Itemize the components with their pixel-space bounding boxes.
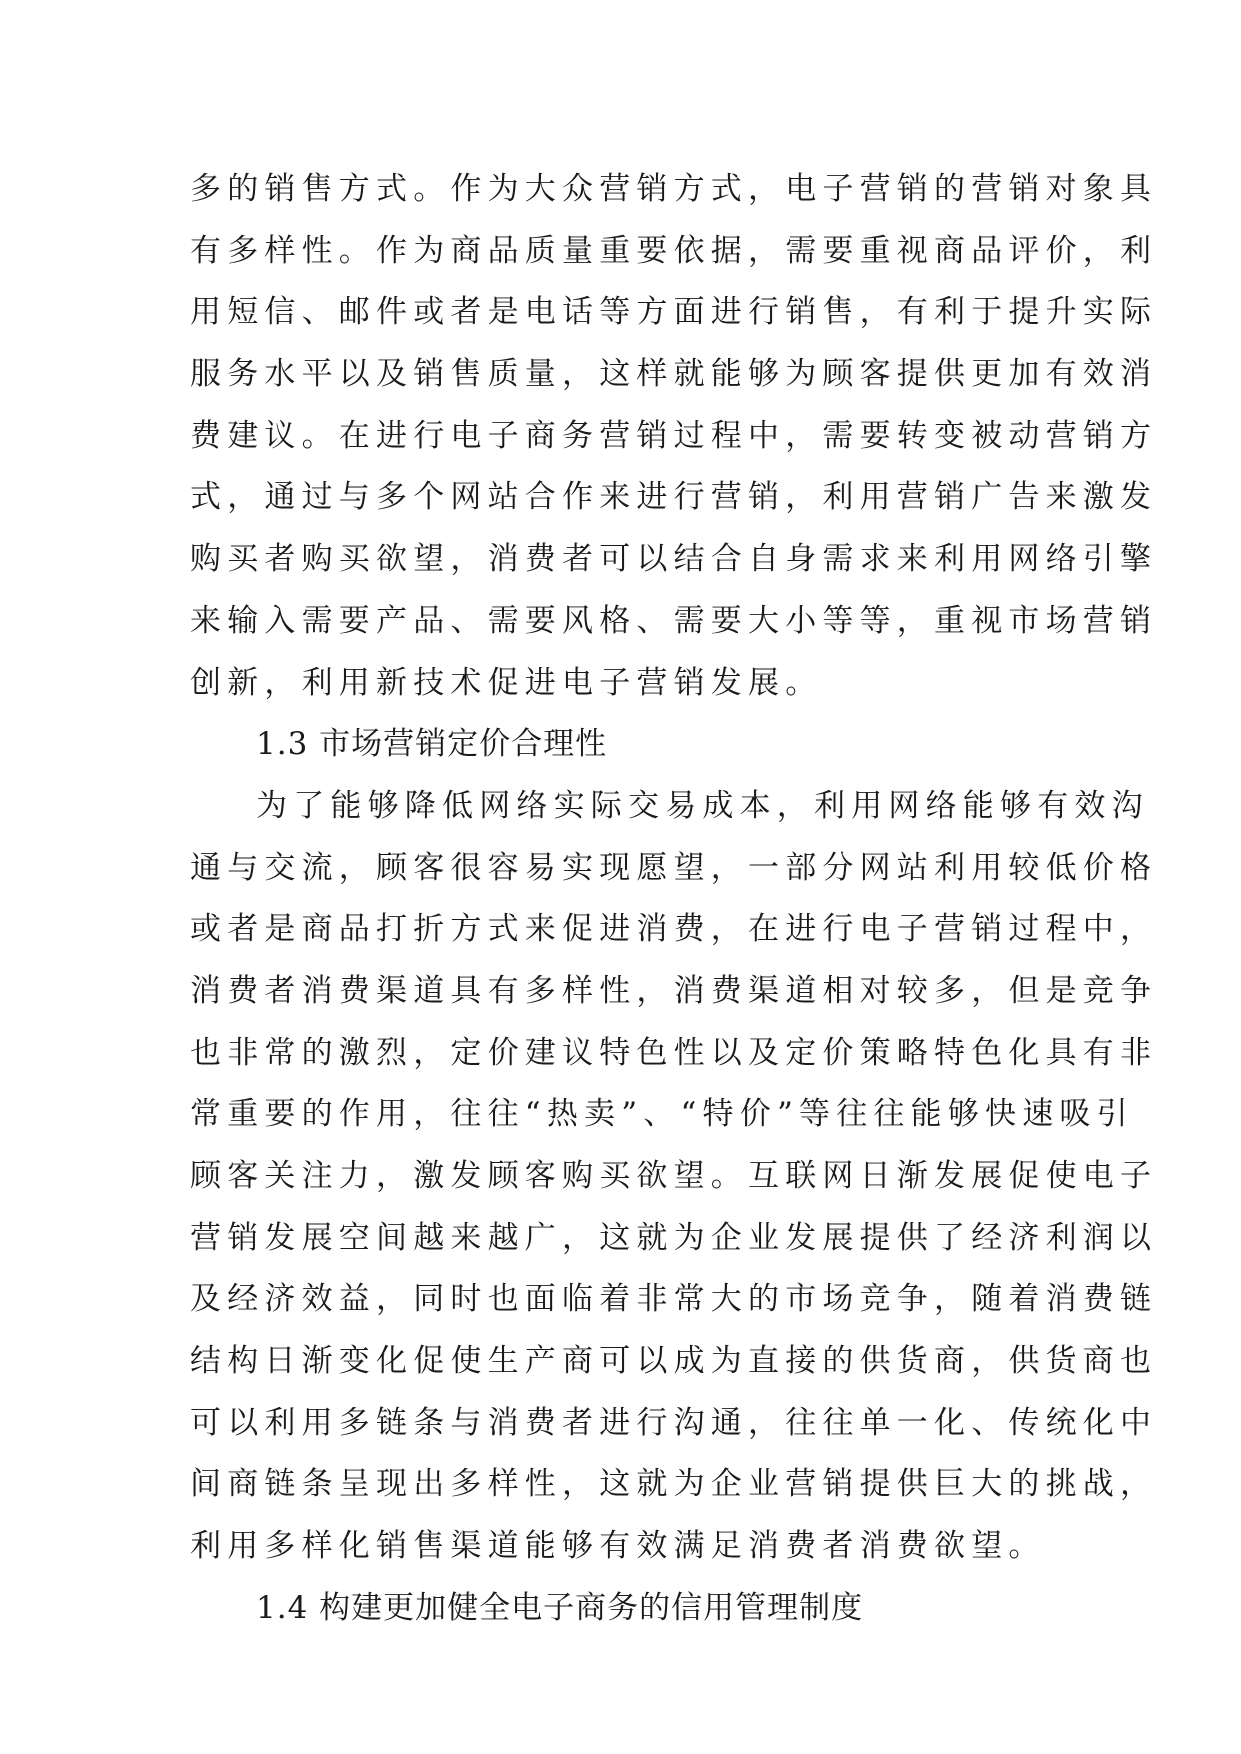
paragraph-line: 也非常的激烈，定价建议特色性以及定价策略特色化具有非 (190, 1034, 1158, 1071)
paragraph-line: 及经济效益，同时也面临着非常大的市场竞争，随着消费链 (190, 1281, 1158, 1318)
paragraph-line: 利用多样化销售渠道能够有效满足消费者消费欲望。 (190, 1528, 1046, 1565)
paragraph-line: 来输入需要产品、需要风格、需要大小等等，重视市场营销 (190, 602, 1158, 639)
document-body (190, 159, 1158, 1640)
paragraph-line: 消费者消费渠道具有多样性，消费渠道相对较多，但是竞争 (190, 972, 1158, 1009)
paragraph-line: 结构日渐变化促使生产商可以成为直接的供货商，供货商也 (190, 1343, 1158, 1380)
paragraph-line: 费建议。在进行电子商务营销过程中，需要转变被动营销方 (190, 417, 1158, 454)
paragraph-first-line: 为了能够降低网络实际交易成本，利用网络能够有效沟 (256, 787, 1149, 824)
section-heading: 1.4 构建更加健全电子商务的信用管理制度 (256, 1589, 864, 1626)
paragraph-line: 式，通过与多个网站合作来进行营销，利用营销广告来激发 (190, 479, 1158, 516)
paragraph-line: 有多样性。作为商品质量重要依据，需要重视商品评价，利 (190, 232, 1158, 269)
paragraph-line: 购买者购买欲望，消费者可以结合自身需求来利用网络引擎 (190, 541, 1158, 578)
paragraph-line: 常重要的作用，往往“热卖”、“特价”等往往能够快速吸引 (190, 1096, 1134, 1133)
paragraph-line: 营销发展空间越来越广，这就为企业发展提供了经济利润以 (190, 1219, 1158, 1256)
paragraph-line: 创新，利用新技术促进电子营销发展。 (190, 664, 823, 701)
section-heading: 1.3 市场营销定价合理性 (256, 726, 608, 763)
paragraph-line: 服务水平以及销售质量，这样就能够为顾客提供更加有效消 (190, 356, 1158, 393)
paragraph-line: 顾客关注力，激发顾客购买欲望。互联网日渐发展促使电子 (190, 1158, 1158, 1194)
paragraph-line: 通与交流，顾客很容易实现愿望，一部分网站利用较低价格 (190, 849, 1158, 886)
paragraph-line: 用短信、邮件或者是电话等方面进行销售，有利于提升实际 (190, 294, 1158, 331)
paragraph-line: 或者是商品打折方式来促进消费，在进行电子营销过程中， (190, 911, 1158, 948)
paragraph-line: 间商链条呈现出多样性，这就为企业营销提供巨大的挑战， (190, 1466, 1158, 1503)
paragraph-line: 多的销售方式。作为大众营销方式，电子营销的营销对象具 (190, 171, 1158, 207)
paragraph-line: 可以利用多链条与消费者进行沟通，往往单一化、传统化中 (190, 1404, 1158, 1441)
